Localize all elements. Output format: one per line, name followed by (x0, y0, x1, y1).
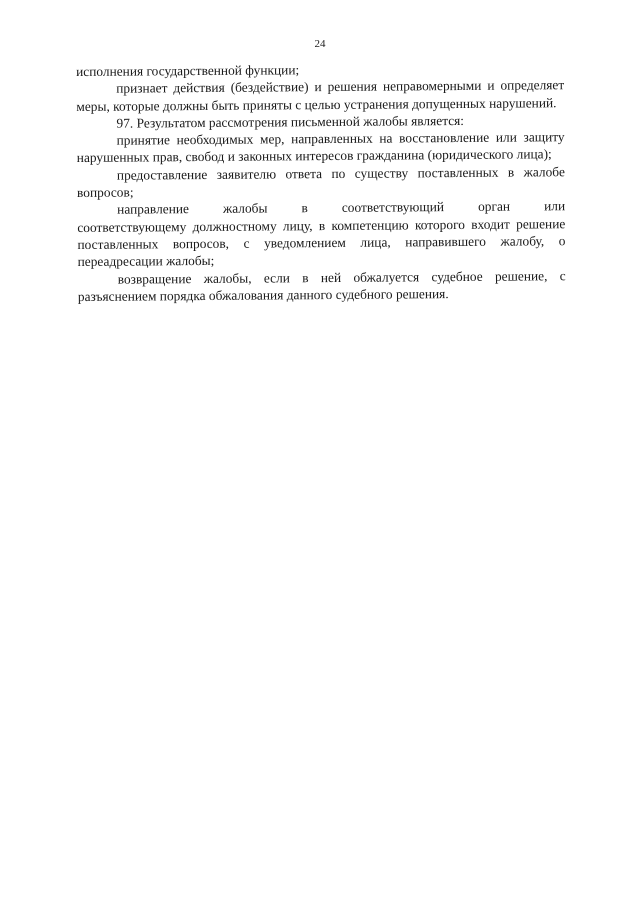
word: или (544, 198, 566, 214)
word: в (301, 200, 308, 216)
document-body (76, 59, 566, 305)
word: направление (117, 201, 190, 218)
paragraph-continuation: исполнения государственной функции; (76, 62, 300, 79)
paragraph-direction (77, 198, 566, 271)
paragraph-taking-measures: принятие необходимых мер, направленных на восстановление или защиту нарушенных прав, свобод и законных интересов гражданина (юридического лица); (76, 129, 565, 166)
word: орган (478, 198, 511, 215)
word: соответствующий (341, 199, 445, 216)
word: жалобы (222, 200, 268, 217)
paragraph-providing-answer: предоставление заявителю ответа по существу поставленных в жалобе вопросов; (76, 163, 565, 201)
page-number: 24 (314, 38, 326, 50)
paragraph-return-complaint: возвращение жалобы, если в ней обжалуется судебное решение, с разъяснением порядка обжалования данного судебного решения. (77, 267, 566, 304)
paragraph-direction-rest: соответствующему должностному лицу, в компетенцию которого входит решение поставленных вопросов, с уведомлением лица, направившего жалобу, о переадресации жалобы; (77, 215, 566, 270)
paragraph-recognizes-actions: признает действия (бездействие) и решения неправомерными и определяет меры, которые должны быть приняты с целью устранения допущенных нарушений. (76, 77, 565, 114)
paragraph-item-97: 97. Результатом рассмотрения письменной жалобы является: (116, 112, 465, 131)
